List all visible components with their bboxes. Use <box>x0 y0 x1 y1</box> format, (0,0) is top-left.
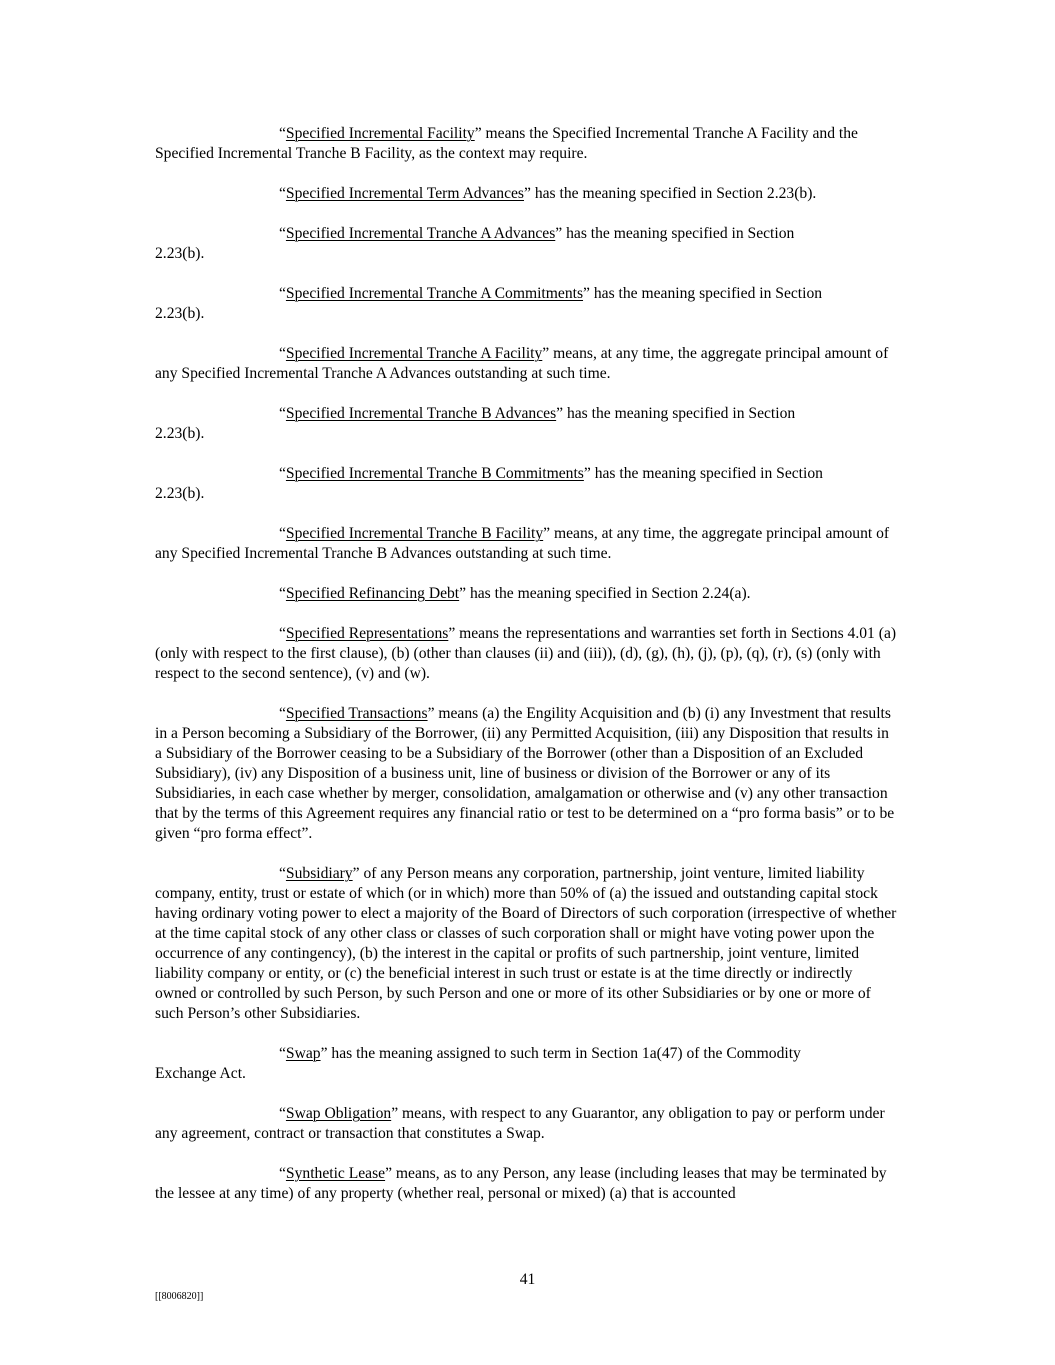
defined-term: Specified Refinancing Debt <box>285 585 460 602</box>
definition-specified-incremental-tranche-b-facility: “Specified Incremental Tranche B Facility” means, at any time, the aggregate principal amount of any Specified Incremental Tranche B Advances outstanding at such time. <box>155 525 890 562</box>
definition-specified-transactions: “Specified Transactions” means (a) the Engility Acquisition and (b) (i) any Investment that results in a Person becoming a Subsidiary of the Borrower, (ii) any Permitted Acquisition, (iii) any Disposition that results in a Subsidiary of the Borrower ceasing to be a Subsidiary of the Borrower (other than a Disposition of an Excluded Subsidiary), (iv) any Disposition of a business unit, line of business or division of the Borrower or any of its Subsidiaries, in each case whether by merger, consolidation, amalgamation or otherwise and (v) any other transaction that by the terms of this Agreement requires any financial ratio or test to be determined on a “pro forma basis” or to be given “pro forma effect”. <box>155 705 895 842</box>
definition-specified-representations: “Specified Representations” means the representations and warranties set forth in Sections 4.01 (a) (only with respect to the first clause), (b) (other than clauses (ii) and (iii)), (d), (g), (h), (j), (p), (q), (r), (s) (only with respect to the second sentence), (v) and (w). <box>155 625 897 682</box>
defined-term: Specified Representations <box>285 625 449 642</box>
definition-text: has the meaning specified in Section <box>563 405 796 422</box>
defined-term: Specified Incremental Tranche B Advances <box>285 405 557 422</box>
definition-text: means, at any time, the aggregate principal amount of any Specified Incremental Tranche A Advances outstanding at such time. <box>155 345 889 382</box>
definition-text: has the meaning specified in Section <box>589 285 823 302</box>
definition-text-continued: 2.23(b). <box>155 485 205 502</box>
definition-specified-incremental-facility: “Specified Incremental Facility” means the Specified Incremental Tranche A Facility and the Specified Incremental Tranche B Facility, as the context may require. <box>155 125 858 162</box>
definition-specified-refinancing-debt: “Specified Refinancing Debt” has the meaning specified in Section 2.24(a). <box>279 585 751 602</box>
definition-text: has the meaning specified in Section <box>562 225 795 242</box>
definition-text: means, with respect to any Guarantor, any obligation to pay or perform under any agreement, contract or transaction that constitutes a Swap. <box>155 1105 885 1142</box>
definition-specified-incremental-tranche-a-commitments: “Specified Incremental Tranche A Commitments” has the meaning specified in Section 2.23(b). <box>155 285 823 322</box>
definition-specified-incremental-tranche-a-facility: “Specified Incremental Tranche A Facility” means, at any time, the aggregate principal amount of any Specified Incremental Tranche A Advances outstanding at such time. <box>155 345 889 382</box>
definition-specified-incremental-term-advances: “Specified Incremental Term Advances” has the meaning specified in Section 2.23(b). <box>279 185 817 202</box>
defined-term: Specified Incremental Tranche A Facility <box>285 345 543 362</box>
definition-text-continued: 2.23(b). <box>155 305 205 322</box>
defined-term: Subsidiary <box>285 865 353 882</box>
defined-term: Swap <box>285 1045 321 1062</box>
document-body <box>155 124 897 1224</box>
definition-synthetic-lease: “Synthetic Lease” means, as to any Person, any lease (including leases that may be terminated by the lessee at any time) of any property (whether real, personal or mixed) (a) that is accounted <box>155 1165 887 1202</box>
defined-term: Specified Incremental Tranche B Facility <box>285 525 544 542</box>
defined-term: Specified Incremental Term Advances <box>285 185 524 202</box>
definition-text-continued: Exchange Act. <box>155 1065 246 1082</box>
definition-swap-obligation: “Swap Obligation” means, with respect to any Guarantor, any obligation to pay or perform under any agreement, contract or transaction that constitutes a Swap. <box>155 1105 885 1142</box>
definition-text: means, at any time, the aggregate principal amount of any Specified Incremental Tranche B Advances outstanding at such time. <box>155 525 890 562</box>
document-id: [[8006820]] <box>155 1291 204 1302</box>
definition-text: of any Person means any corporation, partnership, joint venture, limited liability company, entity, trust or estate of which (or in which) more than 50% of (a) the issued and outstanding capital stock having ordinary voting power to elect a majority of the Board of Directors of such corporation (irrespective of whether at the time capital stock of any other class or classes of such corporation shall or might have voting power upon the occurrence of any contingency), (b) the interest in the capital or profits of such partnership, joint venture, limited liability company or entity, or (c) the beneficial interest in such trust or estate is at the time directly or indirectly owned or controlled by such Person, by such Person and one or more of its other Subsidiaries or by one or more of such Person’s other Subsidiaries. <box>155 865 897 1022</box>
definition-text-continued: 2.23(b). <box>155 245 205 262</box>
definition-text: means (a) the Engility Acquisition and (b) (i) any Investment that results in a Person becoming a Subsidiary of the Borrower, (ii) any Permitted Acquisition, (iii) any Disposition that results in a Subsidiary of the Borrower ceasing to be a Subsidiary of the Borrower (other than a Disposition of an Excluded Subsidiary), (iv) any Disposition of a business unit, line of business or division of the Borrower or any of its Subsidiaries, in each case whether by merger, consolidation, amalgamation or otherwise and (v) any other transaction that by the terms of this Agreement requires any financial ratio or test to be determined on a “pro forma basis” or to be given “pro forma effect”. <box>155 705 895 842</box>
definition-text: has the meaning assigned to such term in Section 1a(47) of the Commodity <box>327 1045 801 1062</box>
definition-text-continued: 2.23(b). <box>155 425 205 442</box>
defined-term: Specified Incremental Tranche B Commitments <box>285 465 584 482</box>
definition-specified-incremental-tranche-a-advances: “Specified Incremental Tranche A Advances” has the meaning specified in Section 2.23(b). <box>155 225 795 262</box>
defined-term: Specified Incremental Tranche A Commitments <box>285 285 584 302</box>
defined-term: Swap Obligation <box>285 1105 392 1122</box>
definition-text: has the meaning specified in Section 2.23(b). <box>530 185 817 202</box>
definition-specified-incremental-tranche-b-advances: “Specified Incremental Tranche B Advances” has the meaning specified in Section 2.23(b). <box>155 405 796 442</box>
definition-specified-incremental-tranche-b-commitments: “Specified Incremental Tranche B Commitments” has the meaning specified in Section 2.23(b). <box>155 465 823 502</box>
defined-term: Synthetic Lease <box>285 1165 386 1182</box>
definition-text: means, as to any Person, any lease (including leases that may be terminated by the lessee at any time) of any property (whether real, personal or mixed) (a) that is accounted <box>155 1165 887 1202</box>
definition-text: has the meaning specified in Section 2.24(a). <box>466 585 751 602</box>
defined-term: Specified Incremental Facility <box>285 125 475 142</box>
definition-text: means the Specified Incremental Tranche A Facility and the Specified Incremental Tranche B Facility, as the context may require. <box>155 125 858 162</box>
definition-swap: “Swap” has the meaning assigned to such term in Section 1a(47) of the Commodity Exchange Act. <box>155 1045 801 1082</box>
definition-text: has the meaning specified in Section <box>590 465 823 482</box>
defined-term: Specified Incremental Tranche A Advances <box>285 225 556 242</box>
page-number: 41 <box>519 1271 536 1288</box>
defined-term: Specified Transactions <box>285 705 428 722</box>
definition-text: means the representations and warranties set forth in Sections 4.01 (a) (only with respect to the first clause), (b) (other than clauses (ii) and (iii)), (d), (g), (h), (j), (p), (q), (r), (s) (only with respect to the second sentence), (v) and (w). <box>155 625 897 682</box>
definition-subsidiary: “Subsidiary” of any Person means any corporation, partnership, joint venture, limited liability company, entity, trust or estate of which (or in which) more than 50% of (a) the issued and outstanding capital stock having ordinary voting power to elect a majority of the Board of Directors of such corporation (irrespective of whether at the time capital stock of any other class or classes of such corporation shall or might have voting power upon the occurrence of any contingency), (b) the interest in the capital or profits of such partnership, joint venture, limited liability company or entity, or (c) the beneficial interest in such trust or estate is at the time directly or indirectly owned or controlled by such Person, by such Person and one or more of its other Subsidiaries or by one or more of such Person’s other Subsidiaries. <box>155 865 897 1022</box>
